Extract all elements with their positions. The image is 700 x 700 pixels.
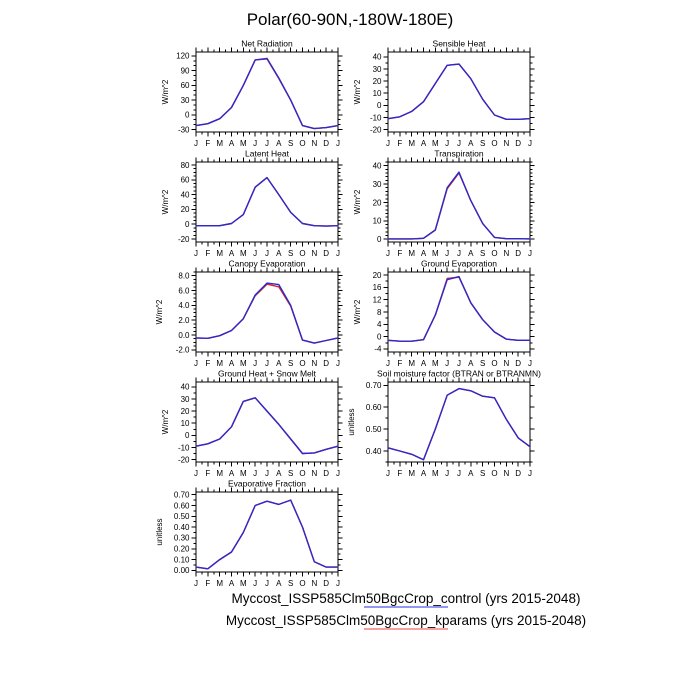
x-tick-label: D [515, 469, 522, 478]
x-tick-label: J [265, 249, 269, 258]
x-tick-label: M [431, 249, 439, 258]
x-tick-label: J [336, 139, 340, 148]
y-tick-label: 20 [180, 205, 190, 215]
legend [56, 591, 700, 635]
x-tick-label: O [491, 469, 498, 478]
y-tick-label: 12 [372, 295, 382, 305]
x-tick-label: F [205, 139, 211, 148]
x-tick-label: J [445, 359, 450, 368]
series-line-kparams [196, 59, 338, 129]
y-tick-label: 0 [377, 332, 382, 342]
x-tick-label: D [323, 469, 330, 478]
x-tick-label: J [457, 469, 461, 478]
legend-line-sample-kparams [364, 628, 448, 630]
y-tick-label: 30 [180, 95, 190, 105]
x-tick-label: A [276, 249, 282, 258]
y-tick-label: 40 [372, 161, 382, 171]
chart-net-radiation [148, 40, 350, 152]
chart-svg-soil-moisture-factor-btran-or-btranmn [340, 370, 542, 482]
x-tick-label: F [205, 249, 211, 258]
y-tick-label: 0 [377, 101, 382, 111]
x-tick-label: J [265, 579, 269, 588]
y-tick-label: 40 [372, 52, 382, 62]
y-axis-label: W/m^2 [353, 189, 362, 215]
x-tick-label: A [228, 139, 235, 148]
chart-svg-latent-heat [148, 150, 350, 262]
x-tick-label: A [420, 249, 427, 258]
chart-svg-sensible-heat [340, 40, 542, 152]
x-tick-label: J [528, 469, 532, 478]
y-tick-label: 16 [372, 283, 382, 293]
x-tick-label: M [216, 359, 224, 368]
x-tick-label: O [491, 249, 498, 258]
chart-canopy-evaporation [148, 260, 350, 372]
x-tick-label: F [397, 249, 403, 258]
x-tick-label: M [408, 249, 416, 258]
x-tick-label: M [239, 579, 247, 588]
y-tick-label: 6.0 [178, 286, 190, 296]
x-tick-label: O [299, 359, 306, 368]
x-tick-label: J [265, 359, 269, 368]
chart-title: Transpiration [434, 150, 484, 159]
series-line-control [388, 64, 530, 119]
x-tick-label: F [397, 139, 403, 148]
x-tick-label: S [287, 579, 294, 588]
y-tick-label: 0 [185, 220, 190, 230]
x-tick-label: J [194, 139, 198, 148]
x-tick-label: J [336, 359, 340, 368]
x-tick-label: J [386, 359, 390, 368]
x-tick-label: A [468, 469, 474, 478]
y-tick-label: 0.50 [173, 512, 190, 522]
y-tick-label: 4.0 [178, 301, 190, 311]
chart-title: Net Radiation [241, 40, 293, 49]
y-tick-label: 2.0 [178, 315, 190, 325]
x-tick-label: A [228, 359, 235, 368]
x-tick-label: A [468, 249, 474, 258]
chart-svg-transpiration [340, 150, 542, 262]
series-line-kparams [388, 277, 530, 341]
x-tick-label: N [311, 249, 318, 258]
y-axis-label: W/m^2 [353, 79, 362, 105]
x-tick-label: N [311, 469, 318, 478]
y-tick-label: 30 [180, 394, 190, 404]
series-line-kparams [388, 64, 530, 119]
chart-svg-net-radiation [148, 40, 350, 152]
y-tick-label: 30 [372, 64, 382, 74]
x-tick-label: O [299, 469, 306, 478]
series-line-control [196, 398, 338, 454]
y-tick-label: -10 [177, 443, 190, 453]
x-tick-label: M [408, 139, 416, 148]
x-tick-label: A [468, 139, 474, 148]
y-tick-label: -4 [374, 344, 382, 354]
x-tick-label: M [239, 359, 247, 368]
x-tick-label: S [287, 359, 294, 368]
x-tick-label: J [457, 139, 461, 148]
x-tick-label: J [194, 579, 198, 588]
y-tick-label: 40 [180, 190, 190, 200]
x-tick-label: J [336, 469, 340, 478]
x-tick-label: N [503, 139, 510, 148]
x-tick-label: A [276, 579, 282, 588]
x-tick-label: M [431, 469, 439, 478]
y-tick-label: 60 [180, 175, 190, 185]
y-tick-label: 120 [176, 51, 190, 61]
chart-svg-evaporative-fraction [148, 480, 350, 592]
y-tick-label: 0.60 [365, 403, 382, 413]
x-tick-label: D [323, 249, 330, 258]
y-tick-label: -20 [369, 125, 382, 135]
chart-title: Latent Heat [245, 150, 289, 159]
y-tick-label: -10 [369, 113, 382, 123]
series-line-kparams [196, 284, 338, 343]
x-tick-label: A [420, 359, 427, 368]
y-tick-label: 0.40 [365, 446, 382, 456]
legend-label-control: Myccost_ISSP585Clm50BgcCrop_control (yrs 2015-2048) [231, 591, 581, 606]
x-tick-label: J [445, 469, 450, 478]
x-tick-label: M [431, 139, 439, 148]
page-title: Polar(60-90N,-180W-180E) [246, 10, 454, 29]
x-tick-label: D [515, 359, 522, 368]
y-axis-label: unitless [155, 518, 164, 546]
x-tick-label: A [276, 469, 282, 478]
x-tick-label: J [194, 249, 198, 258]
x-tick-label: S [287, 249, 294, 258]
y-tick-label: 10 [372, 216, 382, 226]
y-tick-label: 8 [377, 307, 382, 317]
x-tick-label: J [457, 359, 461, 368]
x-tick-label: A [420, 139, 427, 148]
y-tick-label: 0 [377, 235, 382, 245]
x-tick-label: S [479, 139, 486, 148]
x-tick-label: J [445, 139, 450, 148]
x-tick-label: A [276, 139, 282, 148]
y-tick-label: 10 [372, 89, 382, 99]
chart-title: Soil moisture factor (BTRAN or BTRANMN) [377, 370, 541, 379]
y-tick-label: -2.0 [175, 345, 190, 355]
x-tick-label: F [397, 469, 403, 478]
y-tick-label: 0.00 [173, 566, 190, 576]
x-tick-label: A [228, 249, 235, 258]
y-tick-label: 20 [372, 76, 382, 86]
chart-transpiration [340, 150, 542, 262]
chart-evaporative-fraction [148, 480, 350, 592]
x-tick-label: D [323, 579, 330, 588]
x-tick-label: O [491, 359, 498, 368]
y-tick-label: 90 [180, 66, 190, 76]
legend-entry-control [232, 591, 581, 608]
y-tick-label: 0.0 [178, 330, 190, 340]
chart-title: Sensible Heat [432, 40, 486, 49]
x-tick-label: N [311, 359, 318, 368]
legend-label-kparams: Myccost_ISSP585Clm50BgcCrop_kparams (yrs 2015-2048) [225, 613, 587, 628]
chart-soil-moisture-factor-btran-or-btranmn [340, 370, 542, 482]
x-tick-label: J [253, 579, 258, 588]
x-tick-label: J [194, 469, 198, 478]
y-axis-label: W/m^2 [353, 299, 362, 325]
y-tick-label: 20 [372, 198, 382, 208]
y-tick-label: 0.30 [173, 533, 190, 543]
series-line-control [388, 277, 530, 342]
x-tick-label: N [311, 139, 318, 148]
x-tick-label: D [323, 359, 330, 368]
x-tick-label: M [216, 139, 224, 148]
x-tick-label: J [386, 469, 390, 478]
x-tick-label: D [323, 139, 330, 148]
y-tick-label: 30 [372, 179, 382, 189]
x-tick-label: S [287, 139, 294, 148]
x-tick-label: F [205, 579, 211, 588]
y-tick-label: 0.70 [365, 381, 382, 391]
x-tick-label: S [479, 249, 486, 258]
x-tick-label: S [287, 469, 294, 478]
x-tick-label: O [299, 579, 306, 588]
y-tick-label: 10 [180, 419, 190, 429]
legend-entry-kparams [226, 613, 586, 630]
y-tick-label: 0 [185, 110, 190, 120]
y-axis-label: W/m^2 [161, 189, 170, 215]
x-tick-label: J [253, 469, 258, 478]
x-tick-label: F [205, 469, 211, 478]
x-tick-label: J [336, 249, 340, 258]
series-line-kparams [388, 173, 530, 239]
chart-ground-heat-snow-melt [148, 370, 350, 482]
x-tick-label: J [457, 249, 461, 258]
series-line-kparams [196, 398, 338, 454]
chart-title: Ground Heat + Snow Melt [217, 370, 317, 379]
y-tick-label: 0 [185, 431, 190, 441]
chart-svg-ground-evaporation [340, 260, 542, 372]
x-tick-label: J [253, 249, 258, 258]
x-tick-label: O [491, 139, 498, 148]
y-tick-label: 0.10 [173, 555, 190, 565]
y-tick-label: 0.60 [173, 501, 190, 511]
x-tick-label: O [299, 249, 306, 258]
x-tick-label: J [265, 469, 269, 478]
x-tick-label: N [503, 249, 510, 258]
chart-ground-evaporation [340, 260, 542, 372]
x-tick-label: J [265, 139, 269, 148]
x-tick-label: A [276, 359, 282, 368]
series-line-kparams [196, 178, 338, 227]
x-tick-label: S [479, 359, 486, 368]
x-tick-label: J [253, 139, 258, 148]
x-tick-label: N [311, 579, 318, 588]
x-tick-label: D [515, 249, 522, 258]
x-tick-label: J [336, 579, 340, 588]
chart-title: Ground Evaporation [420, 260, 498, 269]
y-tick-label: 4 [377, 320, 382, 330]
x-tick-label: M [216, 469, 224, 478]
series-line-control [388, 172, 530, 239]
y-tick-label: 40 [180, 382, 190, 392]
x-tick-label: M [216, 579, 224, 588]
x-tick-label: J [528, 139, 532, 148]
y-tick-label: -20 [177, 455, 190, 465]
series-line-control [196, 500, 338, 569]
x-tick-label: D [515, 139, 522, 148]
x-tick-label: N [503, 469, 510, 478]
x-tick-label: M [239, 249, 247, 258]
y-tick-label: 60 [180, 81, 190, 91]
x-tick-label: J [528, 359, 532, 368]
chart-latent-heat [148, 150, 350, 262]
x-tick-label: O [299, 139, 306, 148]
x-tick-label: M [239, 469, 247, 478]
chart-title: Evaporative Fraction [228, 480, 306, 489]
x-tick-label: J [194, 359, 198, 368]
chart-sensible-heat [340, 40, 542, 152]
y-tick-label: -30 [177, 125, 190, 135]
x-tick-label: F [397, 359, 403, 368]
y-tick-label: 20 [372, 270, 382, 280]
y-tick-label: 0.40 [173, 522, 190, 532]
y-tick-label: 20 [180, 406, 190, 416]
x-tick-label: J [528, 249, 532, 258]
y-tick-label: 0.20 [173, 544, 190, 554]
x-tick-label: F [205, 359, 211, 368]
x-tick-label: J [386, 139, 390, 148]
x-tick-label: J [386, 249, 390, 258]
chart-svg-ground-heat-snow-melt [148, 370, 350, 482]
x-tick-label: J [445, 249, 450, 258]
series-line-kparams [196, 500, 338, 569]
series-line-control [196, 283, 338, 343]
x-tick-label: M [431, 359, 439, 368]
y-axis-label: W/m^2 [161, 79, 170, 105]
y-axis-label: unitless [347, 408, 356, 436]
series-line-control [388, 389, 530, 460]
x-tick-label: M [239, 139, 247, 148]
series-line-control [196, 178, 338, 227]
y-tick-label: 0.70 [173, 490, 190, 500]
x-tick-label: M [408, 469, 416, 478]
x-tick-label: S [479, 469, 486, 478]
x-tick-label: J [253, 359, 258, 368]
x-tick-label: A [228, 469, 235, 478]
y-tick-label: 80 [180, 160, 190, 170]
x-tick-label: N [503, 359, 510, 368]
x-tick-label: A [468, 359, 474, 368]
y-axis-label: W/m^2 [161, 409, 170, 435]
x-tick-label: A [420, 469, 427, 478]
x-tick-label: M [216, 249, 224, 258]
y-tick-label: -20 [177, 234, 190, 244]
series-line-control [196, 58, 338, 128]
chart-title: Canopy Evaporation [228, 260, 306, 269]
y-axis-label: W/m^2 [155, 299, 164, 325]
x-tick-label: A [228, 579, 235, 588]
legend-line-sample-control [364, 606, 448, 608]
y-tick-label: 0.50 [365, 424, 382, 434]
x-tick-label: M [408, 359, 416, 368]
y-tick-label: 8.0 [178, 271, 190, 281]
chart-svg-canopy-evaporation [148, 260, 350, 372]
